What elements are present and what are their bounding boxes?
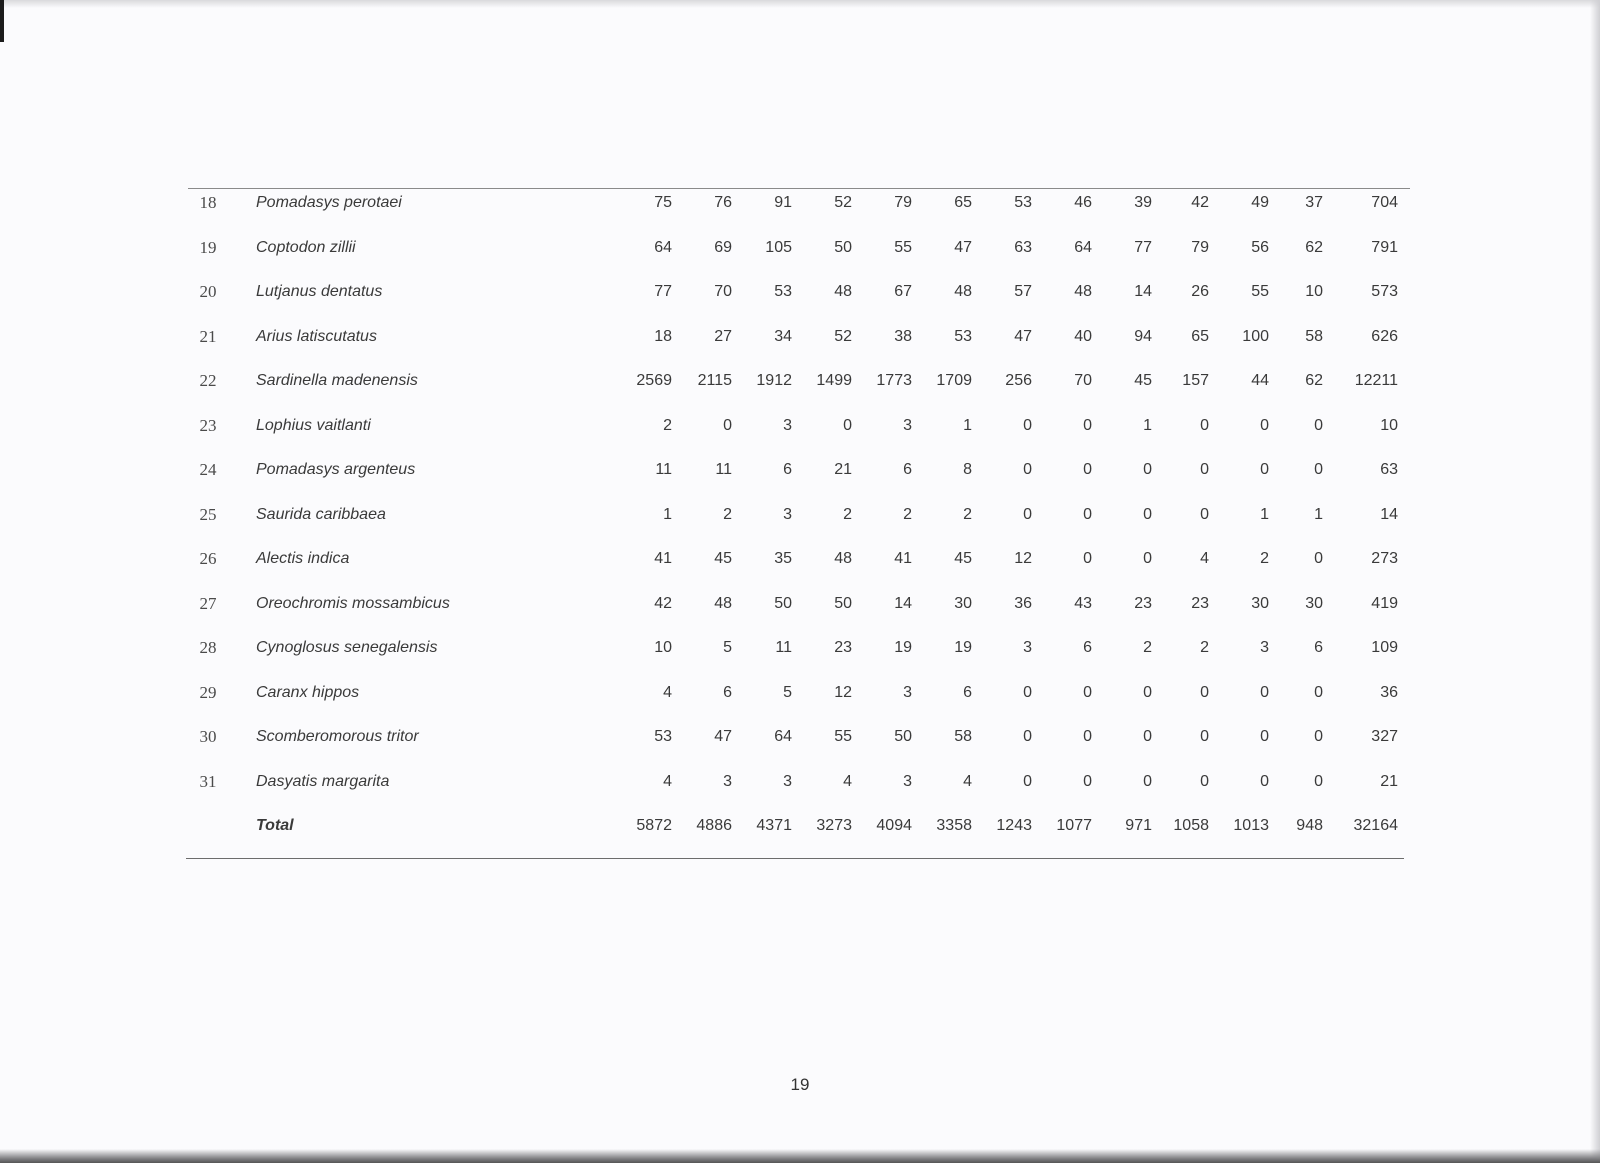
value-cell: 53	[774, 283, 792, 300]
row-index: 27	[199, 593, 217, 613]
value-cell: 0	[1200, 728, 1209, 745]
row-index: 20	[199, 282, 217, 301]
value-cell: 46	[1074, 194, 1092, 211]
value-cell: 0	[1023, 416, 1032, 434]
value-cell: 27	[714, 327, 732, 345]
value-cell: 2	[663, 416, 672, 434]
value-cell: 3273	[816, 817, 852, 834]
table-row	[188, 322, 1410, 352]
row-total-cell: 36	[1380, 683, 1398, 701]
value-cell: 0	[1083, 416, 1092, 434]
value-cell: 2	[843, 505, 852, 523]
value-cell: 0	[1023, 461, 1032, 478]
value-cell: 94	[1134, 327, 1152, 345]
value-cell: 10	[654, 639, 672, 656]
value-cell: 44	[1251, 372, 1269, 389]
value-cell: 21	[834, 461, 852, 478]
value-cell: 105	[765, 238, 792, 256]
row-index: 26	[199, 549, 217, 568]
value-cell: 79	[1191, 238, 1209, 256]
species-name: Oreochromis mossambicus	[256, 594, 450, 612]
species-name: Saurida caribbaea	[256, 505, 386, 523]
row-total-cell: 10	[1380, 416, 1398, 434]
value-cell: 0	[1083, 505, 1092, 523]
value-cell: 1013	[1233, 817, 1269, 834]
scan-edge-bottom	[0, 1149, 1600, 1163]
value-cell: 6	[783, 461, 792, 478]
value-cell: 1	[663, 505, 672, 523]
row-total-cell: 21	[1380, 772, 1398, 790]
value-cell: 0	[1143, 683, 1152, 701]
value-cell: 5872	[636, 817, 672, 834]
value-cell: 10	[1305, 283, 1323, 300]
value-cell: 0	[1260, 416, 1269, 434]
value-cell: 0	[1314, 550, 1323, 567]
row-total-cell: 12211	[1354, 372, 1398, 389]
value-cell: 1912	[756, 372, 792, 389]
value-cell: 47	[714, 728, 732, 745]
row-total-cell: 273	[1371, 550, 1398, 567]
value-cell: 41	[654, 550, 672, 567]
value-cell: 157	[1182, 372, 1209, 389]
row-index: 19	[199, 237, 217, 257]
value-cell: 34	[774, 327, 792, 345]
value-cell: 57	[1014, 283, 1032, 300]
row-total-cell: 32164	[1353, 817, 1398, 834]
value-cell: 50	[774, 594, 792, 612]
value-cell: 47	[954, 238, 972, 256]
value-cell: 948	[1296, 817, 1323, 834]
total-label: Total	[256, 817, 294, 834]
value-cell: 0	[1260, 728, 1269, 745]
value-cell: 6	[963, 683, 972, 701]
value-cell: 4	[663, 683, 672, 701]
value-cell: 0	[1314, 461, 1323, 478]
value-cell: 42	[654, 594, 672, 612]
scan-edge-right	[1590, 0, 1600, 1163]
value-cell: 43	[1074, 594, 1092, 612]
value-cell: 11	[715, 461, 732, 478]
value-cell: 75	[654, 194, 672, 211]
value-cell: 1	[1143, 416, 1152, 434]
value-cell: 76	[714, 194, 732, 211]
row-index: 18	[199, 193, 217, 212]
value-cell: 2115	[697, 372, 732, 389]
table-row	[188, 589, 1410, 619]
value-cell: 100	[1242, 327, 1269, 345]
row-index: 31	[199, 771, 217, 791]
value-cell: 1	[963, 416, 972, 434]
value-cell: 67	[894, 283, 912, 300]
value-cell: 0	[1143, 772, 1152, 790]
value-cell: 0	[1083, 461, 1092, 478]
value-cell: 2	[903, 505, 912, 523]
value-cell: 3358	[936, 817, 972, 834]
value-cell: 30	[954, 594, 972, 612]
table-row	[188, 188, 1410, 218]
value-cell: 1	[1260, 505, 1269, 523]
scan-edge-top	[0, 0, 1600, 8]
value-cell: 0	[1200, 683, 1209, 701]
value-cell: 49	[1251, 194, 1269, 211]
value-cell: 0	[1023, 772, 1032, 790]
value-cell: 4886	[696, 817, 732, 834]
value-cell: 1058	[1173, 817, 1209, 834]
row-index: 21	[199, 326, 217, 346]
value-cell: 65	[954, 194, 972, 211]
value-cell: 0	[1200, 461, 1209, 478]
value-cell: 0	[1023, 505, 1032, 523]
value-cell: 14	[894, 594, 912, 612]
value-cell: 4	[963, 772, 972, 790]
value-cell: 37	[1305, 194, 1323, 211]
value-cell: 50	[834, 238, 852, 256]
row-index: 28	[199, 638, 217, 657]
table-row	[188, 767, 1410, 797]
row-index: 30	[199, 727, 217, 746]
species-name: Pomadasys perotaei	[256, 194, 402, 211]
row-total-cell: 791	[1371, 238, 1398, 256]
value-cell: 0	[1143, 505, 1152, 523]
value-cell: 30	[1251, 594, 1269, 612]
row-total-cell: 327	[1371, 728, 1398, 745]
species-name: Arius latiscutatus	[256, 327, 377, 345]
value-cell: 0	[1200, 416, 1209, 434]
value-cell: 0	[1260, 683, 1269, 701]
row-total-cell: 14	[1380, 505, 1398, 523]
page-number: 19	[790, 1075, 810, 1094]
value-cell: 69	[714, 238, 732, 256]
value-cell: 77	[1134, 238, 1152, 256]
value-cell: 64	[774, 728, 792, 745]
value-cell: 0	[1260, 772, 1269, 790]
value-cell: 36	[1014, 594, 1032, 612]
row-index: 23	[199, 415, 217, 435]
value-cell: 23	[834, 639, 852, 656]
value-cell: 42	[1191, 194, 1209, 211]
value-cell: 41	[894, 550, 912, 567]
value-cell: 70	[714, 283, 732, 300]
value-cell: 256	[1005, 372, 1032, 389]
value-cell: 3	[783, 505, 792, 523]
value-cell: 47	[1014, 327, 1032, 345]
value-cell: 2569	[636, 372, 672, 389]
table-row	[188, 633, 1410, 663]
value-cell: 4	[843, 772, 852, 790]
value-cell: 0	[1143, 461, 1152, 478]
value-cell: 0	[1083, 550, 1092, 567]
value-cell: 48	[954, 283, 972, 300]
value-cell: 4	[1200, 550, 1209, 567]
value-cell: 0	[1200, 505, 1209, 523]
value-cell: 3	[723, 772, 732, 790]
row-total-cell: 109	[1371, 639, 1398, 656]
value-cell: 35	[774, 550, 792, 567]
value-cell: 0	[843, 416, 852, 434]
row-total-cell: 704	[1371, 194, 1398, 211]
value-cell: 0	[1260, 461, 1269, 478]
value-cell: 53	[954, 327, 972, 345]
value-cell: 23	[1134, 594, 1152, 612]
species-name: Coptodon zillii	[256, 238, 356, 256]
value-cell: 0	[1200, 772, 1209, 790]
value-cell: 52	[834, 327, 852, 345]
value-cell: 3	[903, 683, 912, 701]
value-cell: 39	[1134, 194, 1152, 211]
value-cell: 0	[1023, 728, 1032, 745]
row-total-cell: 573	[1371, 283, 1398, 300]
value-cell: 62	[1305, 238, 1323, 256]
value-cell: 62	[1305, 372, 1323, 389]
table-row	[188, 233, 1410, 263]
value-cell: 19	[954, 639, 972, 656]
value-cell: 12	[834, 683, 852, 701]
value-cell: 3	[1023, 639, 1032, 656]
value-cell: 0	[1083, 728, 1092, 745]
value-cell: 0	[1083, 772, 1092, 790]
value-cell: 0	[1143, 728, 1152, 745]
row-index: 25	[199, 504, 217, 524]
value-cell: 40	[1074, 327, 1092, 345]
value-cell: 4	[663, 772, 672, 790]
row-total-cell: 626	[1371, 327, 1398, 345]
value-cell: 0	[1314, 416, 1323, 434]
value-cell: 63	[1014, 238, 1032, 256]
value-cell: 4371	[756, 817, 792, 834]
value-cell: 5	[723, 639, 732, 656]
row-index: 24	[199, 460, 217, 479]
value-cell: 0	[1143, 550, 1152, 567]
species-name: Pomadasys argenteus	[256, 461, 416, 478]
value-cell: 1243	[996, 817, 1032, 834]
value-cell: 26	[1191, 283, 1209, 300]
table-bottom-rule	[186, 858, 1404, 859]
value-cell: 38	[894, 327, 912, 345]
value-cell: 2	[963, 505, 972, 523]
value-cell: 3	[903, 772, 912, 790]
value-cell: 64	[1074, 238, 1092, 256]
value-cell: 14	[1134, 283, 1152, 300]
value-cell: 64	[654, 238, 672, 256]
species-name: Lutjanus dentatus	[256, 283, 383, 300]
value-cell: 6	[723, 683, 732, 701]
row-total-cell: 63	[1380, 461, 1398, 478]
value-cell: 48	[834, 283, 852, 300]
value-cell: 12	[1014, 550, 1032, 567]
value-cell: 45	[954, 550, 972, 567]
value-cell: 0	[1314, 772, 1323, 790]
table-row	[188, 500, 1410, 530]
value-cell: 45	[714, 550, 732, 567]
value-cell: 3	[903, 416, 912, 434]
value-cell: 23	[1191, 594, 1209, 612]
value-cell: 6	[903, 461, 912, 478]
value-cell: 19	[894, 639, 912, 656]
total-row	[188, 811, 1410, 841]
value-cell: 48	[1074, 283, 1092, 300]
value-cell: 48	[834, 550, 852, 567]
row-index: 29	[199, 682, 217, 702]
species-name: Dasyatis margarita	[256, 772, 390, 790]
scan-mark	[0, 0, 4, 42]
value-cell: 53	[1014, 194, 1032, 211]
value-cell: 0	[1023, 683, 1032, 701]
value-cell: 6	[1083, 639, 1092, 656]
value-cell: 971	[1125, 817, 1152, 834]
value-cell: 91	[774, 194, 792, 211]
value-cell: 3	[1260, 639, 1269, 656]
value-cell: 77	[654, 283, 672, 300]
value-cell: 2	[1143, 639, 1152, 656]
table-row	[188, 678, 1410, 708]
value-cell: 65	[1191, 327, 1209, 345]
table-row	[188, 544, 1410, 574]
species-name: Alectis indica	[256, 550, 350, 567]
value-cell: 0	[723, 416, 732, 434]
value-cell: 55	[894, 238, 912, 256]
value-cell: 2	[723, 505, 732, 523]
species-name: Caranx hippos	[256, 683, 360, 701]
value-cell: 2	[1260, 550, 1269, 567]
table-row	[188, 455, 1410, 485]
value-cell: 18	[654, 327, 672, 345]
value-cell: 1709	[936, 372, 972, 389]
value-cell: 30	[1305, 594, 1323, 612]
value-cell: 8	[963, 461, 972, 478]
value-cell: 0	[1314, 728, 1323, 745]
value-cell: 45	[1134, 372, 1152, 389]
value-cell: 1077	[1056, 817, 1092, 834]
value-cell: 6	[1314, 639, 1323, 656]
value-cell: 1773	[876, 372, 912, 389]
value-cell: 11	[655, 461, 672, 478]
species-name: Sardinella madenensis	[256, 372, 418, 389]
value-cell: 0	[1314, 683, 1323, 701]
value-cell: 53	[654, 728, 672, 745]
value-cell: 5	[783, 683, 792, 701]
row-index: 22	[199, 371, 217, 390]
value-cell: 58	[1305, 327, 1323, 345]
value-cell: 79	[894, 194, 912, 211]
table-row	[188, 366, 1410, 396]
value-cell: 11	[775, 639, 792, 656]
value-cell: 1499	[816, 372, 852, 389]
value-cell: 55	[834, 728, 852, 745]
value-cell: 3	[783, 772, 792, 790]
species-name: Scomberomorous tritor	[256, 728, 419, 745]
table-row	[188, 722, 1410, 752]
species-name: Cynoglosus senegalensis	[256, 639, 438, 656]
value-cell: 50	[834, 594, 852, 612]
value-cell: 3	[783, 416, 792, 434]
species-name: Lophius vaitlanti	[256, 416, 371, 434]
row-total-cell: 419	[1371, 594, 1398, 612]
table-row	[188, 277, 1410, 307]
value-cell: 70	[1074, 372, 1092, 389]
value-cell: 4094	[876, 817, 912, 834]
value-cell: 58	[954, 728, 972, 745]
value-cell: 0	[1083, 683, 1092, 701]
value-cell: 2	[1200, 639, 1209, 656]
value-cell: 1	[1314, 505, 1323, 523]
value-cell: 52	[834, 194, 852, 211]
table-row	[188, 411, 1410, 441]
value-cell: 48	[714, 594, 732, 612]
value-cell: 50	[894, 728, 912, 745]
value-cell: 55	[1251, 283, 1269, 300]
value-cell: 56	[1251, 238, 1269, 256]
